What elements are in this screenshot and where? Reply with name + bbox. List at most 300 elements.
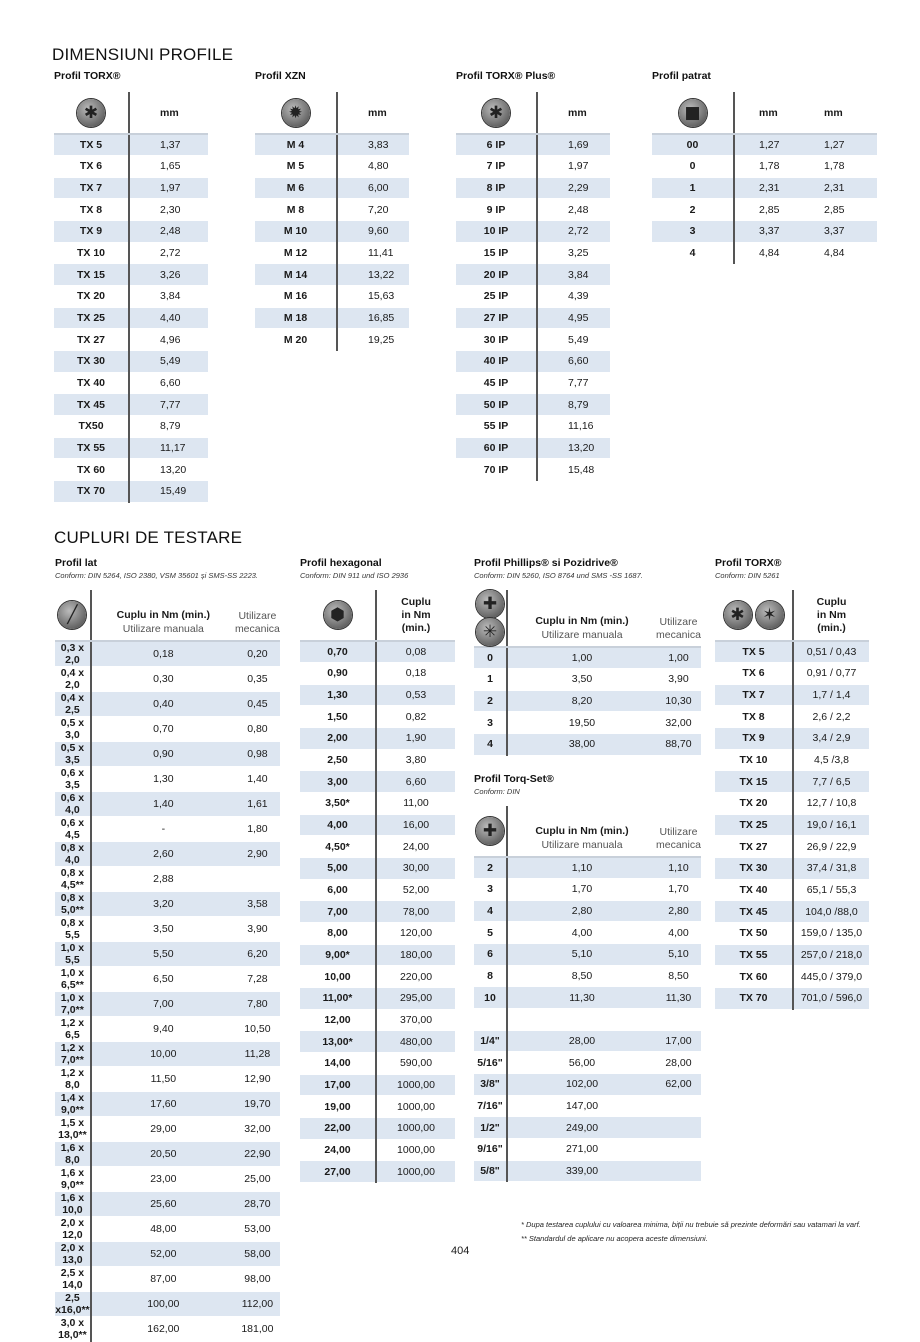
row-label: TX 45 [54, 394, 129, 416]
table-row [715, 728, 869, 750]
table-row [55, 1067, 280, 1092]
row-label: 1,6 x 8,0 [55, 1142, 91, 1167]
row-label: 2,0 x 13,0 [55, 1242, 91, 1267]
row-label: 1,50 [300, 706, 376, 728]
row-value: 6,60 [376, 771, 455, 793]
row-label: 5,00 [300, 858, 376, 880]
row-value: 7,77 [537, 372, 610, 394]
column-header: mm [129, 92, 208, 134]
row-value: 29,00 [91, 1117, 235, 1142]
row-value: 2,31 [734, 177, 800, 199]
row-label: 10 [474, 987, 507, 1009]
row-value: 98,00 [235, 1267, 280, 1292]
patrat_dim-table [652, 92, 877, 264]
row-label: 15 IP [456, 242, 537, 264]
row-value: 1,7 / 1,4 [793, 684, 869, 706]
phillips_torque-conform: Conform: DIN 5260, ISO 8764 und SMS -SS 1687. [474, 571, 643, 580]
table-row [652, 242, 877, 264]
table-row [715, 836, 869, 858]
row-value: 28,70 [235, 1192, 280, 1217]
row-value [235, 867, 280, 892]
row-label: TX 40 [54, 372, 129, 394]
row-value: 0,30 [91, 667, 235, 692]
row-label: M 14 [255, 264, 337, 286]
row-value: 7,77 [129, 394, 208, 416]
row-label: TX 27 [715, 836, 793, 858]
table-row [55, 1042, 280, 1067]
table-row [474, 879, 701, 901]
xzn_dim-title: Profil XZN [255, 70, 306, 82]
table-row [54, 416, 208, 438]
row-value: 24,00 [376, 836, 455, 858]
table-row [255, 242, 409, 264]
table-row [54, 177, 208, 199]
row-value: 12,7 / 10,8 [793, 793, 869, 815]
row-label: 6,00 [300, 879, 376, 901]
table-row [300, 901, 455, 923]
table-row [54, 351, 208, 373]
row-label: TX 15 [715, 771, 793, 793]
hex_torque-icon-cell [300, 590, 376, 641]
row-value: 4,84 [734, 242, 800, 264]
table-row [456, 329, 610, 351]
row-value: 1,69 [537, 134, 610, 156]
row-label: 00 [652, 134, 734, 156]
row-value: 1,97 [129, 177, 208, 199]
row-label: 5 [474, 922, 507, 944]
row-value: 1000,00 [376, 1117, 455, 1139]
row-value [656, 1160, 701, 1182]
table-row [300, 1161, 455, 1183]
row-label: TX 30 [715, 858, 793, 880]
row-label: 3,50* [300, 793, 376, 815]
row-label: 0,6 x 4,5 [55, 817, 91, 842]
slotted-icon: ╱ [58, 601, 86, 629]
row-label [474, 1009, 507, 1031]
row-value: 6,60 [129, 372, 208, 394]
table-row [300, 1052, 455, 1074]
row-label: TX 5 [54, 134, 129, 156]
torx_torque-icon-cell [715, 590, 793, 641]
row-value: 3,25 [537, 242, 610, 264]
table-row [715, 901, 869, 923]
table-row [54, 372, 208, 394]
subheader: Utilizare manuala [541, 839, 623, 851]
row-value: 0,18 [91, 641, 235, 667]
row-label: TX 25 [715, 814, 793, 836]
table-row [54, 437, 208, 459]
row-label: 12,00 [300, 1009, 376, 1031]
row-value: 3,84 [537, 264, 610, 286]
row-value: 0,35 [235, 667, 280, 692]
phillips_torque-icon-cell [474, 590, 507, 647]
row-label: 2,50 [300, 749, 376, 771]
row-value: 295,00 [376, 988, 455, 1010]
row-value: 2,29 [537, 177, 610, 199]
table-row [54, 307, 208, 329]
patrat_dim-icon-cell [652, 92, 734, 134]
row-value: 0,40 [91, 692, 235, 717]
table-row [300, 988, 455, 1010]
torx-tamper-icon: ✱ [724, 601, 752, 629]
row-label: 0,70 [300, 641, 376, 663]
row-value [656, 1095, 701, 1117]
row-value: 0,82 [376, 706, 455, 728]
row-label: 11,00* [300, 988, 376, 1010]
row-label: 9,00* [300, 944, 376, 966]
row-value: 3,50 [507, 669, 656, 691]
torx_torque-title: Profil TORX® [715, 557, 782, 569]
row-value: 5,50 [91, 942, 235, 967]
table-row [54, 221, 208, 243]
row-value: 120,00 [376, 923, 455, 945]
row-label: 0 [474, 647, 507, 669]
row-value: 0,80 [235, 717, 280, 742]
row-value: 62,00 [656, 1074, 701, 1096]
row-label: TX 7 [715, 684, 793, 706]
row-value: 11,50 [91, 1067, 235, 1092]
torx_dim-header-row [54, 92, 208, 134]
row-label: 1,6 x 9,0** [55, 1167, 91, 1192]
row-label: 17,00 [300, 1074, 376, 1096]
row-value: 9,40 [91, 1017, 235, 1042]
row-value: 1,80 [235, 817, 280, 842]
table-row [652, 199, 877, 221]
group-header: Cuplu in Nm (min.) [116, 609, 210, 621]
table-row [54, 134, 208, 156]
row-label: 1/4" [474, 1030, 507, 1052]
column-header [656, 590, 701, 647]
row-value: 88,70 [656, 734, 701, 756]
table-row [474, 1160, 701, 1182]
row-label: 5/16" [474, 1052, 507, 1074]
row-value: - [91, 817, 235, 842]
table-row [715, 923, 869, 945]
row-label: 27,00 [300, 1161, 376, 1183]
table-row [55, 992, 280, 1017]
row-value: 7,00 [91, 992, 235, 1017]
row-label: 1,6 x 10,0 [55, 1192, 91, 1217]
row-label: 1,5 x 13,0** [55, 1117, 91, 1142]
table-row [300, 1117, 455, 1139]
row-label: 2 [652, 199, 734, 221]
row-label: 1,0 x 6,5** [55, 967, 91, 992]
table-row [474, 690, 701, 712]
table-row [55, 692, 280, 717]
torx_dim-title: Profil TORX® [54, 70, 121, 82]
hex_torque-header-row [300, 590, 455, 641]
table-row [255, 329, 409, 351]
row-label: 27 IP [456, 307, 537, 329]
xzn-icon: ✹ [282, 99, 310, 127]
row-label: TX 70 [715, 988, 793, 1010]
xzn_dim-icon-cell [255, 92, 337, 134]
table-row [55, 967, 280, 992]
row-label: TX 20 [54, 286, 129, 308]
row-value: 0,20 [235, 641, 280, 667]
row-label: 1,2 x 8,0 [55, 1067, 91, 1092]
row-value: 701,0 / 596,0 [793, 988, 869, 1010]
row-label: 6 IP [456, 134, 537, 156]
row-label: 1/2" [474, 1117, 507, 1139]
table-row [300, 814, 455, 836]
row-value: 5,49 [129, 351, 208, 373]
row-label: 7 IP [456, 156, 537, 178]
row-value: 1,70 [507, 879, 656, 901]
table-row [300, 836, 455, 858]
row-label: 70 IP [456, 459, 537, 481]
row-value: 6,60 [537, 351, 610, 373]
row-label: 2 [474, 857, 507, 879]
table-row [474, 1139, 701, 1161]
row-label: TX 55 [715, 944, 793, 966]
row-value: 1,27 [734, 134, 800, 156]
row-value: 16,85 [337, 307, 409, 329]
row-value: 4,00 [656, 922, 701, 944]
group-header: Cuplu in Nm (min.) [535, 615, 629, 627]
row-value: 1,78 [800, 156, 877, 178]
row-value: 32,00 [656, 712, 701, 734]
row-label: 0,3 x 2,0 [55, 641, 91, 667]
column-header: Cuplu in Nm (min.) [376, 590, 455, 641]
row-value: 65,1 / 55,3 [793, 879, 869, 901]
torq-set-icon: ✚ [476, 817, 504, 845]
row-label: 2 [474, 690, 507, 712]
row-label: 1,0 x 5,5 [55, 942, 91, 967]
row-value: 4,5 /3,8 [793, 749, 869, 771]
row-label: 1,0 x 7,0** [55, 992, 91, 1017]
torx-tamper-icon-2: ✶ [756, 601, 784, 629]
row-label: 55 IP [456, 416, 537, 438]
table-row [474, 900, 701, 922]
table-row [456, 416, 610, 438]
row-label: M 10 [255, 221, 337, 243]
row-value: 2,88 [91, 867, 235, 892]
table-row [715, 944, 869, 966]
row-label: 1,30 [300, 684, 376, 706]
table-row [715, 663, 869, 685]
row-value: 2,80 [656, 900, 701, 922]
table-row [456, 156, 610, 178]
table-row [474, 987, 701, 1009]
row-value: 17,00 [656, 1030, 701, 1052]
row-value: 4,80 [337, 156, 409, 178]
table-row [55, 842, 280, 867]
torx_torque-header-row [715, 590, 869, 641]
row-label: 20 IP [456, 264, 537, 286]
row-label: 19,00 [300, 1096, 376, 1118]
table-row [715, 966, 869, 988]
table-row [715, 684, 869, 706]
table-row [54, 459, 208, 481]
row-value: 30,00 [376, 858, 455, 880]
row-value: 4,95 [537, 307, 610, 329]
subheader: Utilizare mecanica [234, 610, 280, 635]
column-header [656, 806, 701, 857]
table-row [54, 264, 208, 286]
table-row [54, 481, 208, 503]
row-label: 8 [474, 965, 507, 987]
row-value: 271,00 [507, 1139, 656, 1161]
table-row [55, 667, 280, 692]
table-row [652, 177, 877, 199]
row-label: 0,6 x 3,5 [55, 767, 91, 792]
row-label: M 18 [255, 307, 337, 329]
row-label: TX 30 [54, 351, 129, 373]
row-label: 0,4 x 2,5 [55, 692, 91, 717]
row-label: 5/8" [474, 1160, 507, 1182]
subheader: Utilizare manuala [122, 623, 204, 635]
row-value: 1,00 [656, 647, 701, 669]
row-label: 4,00 [300, 814, 376, 836]
row-value: 19,25 [337, 329, 409, 351]
row-label: 2,00 [300, 728, 376, 750]
torqset_torque-header-row [474, 806, 701, 857]
row-value: 17,60 [91, 1092, 235, 1117]
column-header: mm [537, 92, 610, 134]
row-value: 2,90 [235, 842, 280, 867]
row-value: 11,17 [129, 437, 208, 459]
table-row [456, 459, 610, 481]
row-label: TX 60 [715, 966, 793, 988]
row-label: 13,00* [300, 1031, 376, 1053]
row-label: TX 8 [54, 199, 129, 221]
row-label: TX 55 [54, 437, 129, 459]
column-header: Cuplu in Nm (min.) [793, 590, 869, 641]
row-value: 3,4 / 2,9 [793, 728, 869, 750]
row-value: 257,0 / 218,0 [793, 944, 869, 966]
table-row [55, 917, 280, 942]
row-value: 19,70 [235, 1092, 280, 1117]
row-value: 2,6 / 2,2 [793, 706, 869, 728]
row-label: 25 IP [456, 286, 537, 308]
row-value: 2,72 [537, 221, 610, 243]
row-value: 1,97 [537, 156, 610, 178]
table-row [55, 717, 280, 742]
row-label: TX 9 [54, 221, 129, 243]
table-row [300, 923, 455, 945]
row-value: 0,70 [91, 717, 235, 742]
row-value: 4,39 [537, 286, 610, 308]
table-row [652, 156, 877, 178]
torx_dim-icon-cell [54, 92, 129, 134]
row-label: TX 45 [715, 901, 793, 923]
table-row [715, 814, 869, 836]
row-label: 24,00 [300, 1139, 376, 1161]
row-label: TX 70 [54, 481, 129, 503]
table-row [456, 199, 610, 221]
table-row [715, 879, 869, 901]
table-row [54, 329, 208, 351]
row-value: 10,00 [91, 1042, 235, 1067]
table-row [474, 944, 701, 966]
table-row [456, 134, 610, 156]
row-value: 56,00 [507, 1052, 656, 1074]
table-row [55, 942, 280, 967]
row-label: 9 IP [456, 199, 537, 221]
row-label: TX 7 [54, 177, 129, 199]
row-value: 112,00 [235, 1292, 280, 1317]
row-value: 6,00 [337, 177, 409, 199]
row-label: M 12 [255, 242, 337, 264]
row-value: 11,28 [235, 1042, 280, 1067]
row-value: 10,30 [656, 690, 701, 712]
torqset_torque-conform: Conform: DIN [474, 787, 520, 796]
column-header: mm [800, 92, 877, 134]
table-row [300, 1074, 455, 1096]
row-label: 7,00 [300, 901, 376, 923]
table-row [55, 1167, 280, 1192]
table-row [54, 199, 208, 221]
row-label: 0,4 x 2,0 [55, 667, 91, 692]
row-value: 2,85 [734, 199, 800, 221]
column-header: mm [337, 92, 409, 134]
table-row [55, 792, 280, 817]
row-value: 1000,00 [376, 1139, 455, 1161]
row-value: 1,65 [129, 156, 208, 178]
column-header [235, 590, 280, 641]
table-row [715, 749, 869, 771]
row-value [656, 1117, 701, 1139]
row-value: 11,00 [376, 793, 455, 815]
row-value: 3,90 [656, 669, 701, 691]
row-label: 4 [474, 734, 507, 756]
torqset_torque-title: Profil Torq-Set® [474, 773, 554, 785]
table-row [300, 771, 455, 793]
row-label: 4 [652, 242, 734, 264]
table-row [456, 242, 610, 264]
row-label: TX 6 [54, 156, 129, 178]
row-value: 48,00 [91, 1217, 235, 1242]
table-row [456, 372, 610, 394]
table-row [474, 647, 701, 669]
row-label: 0,8 x 5,0** [55, 892, 91, 917]
row-value: 32,00 [235, 1117, 280, 1142]
row-value: 13,20 [129, 459, 208, 481]
table-row [300, 879, 455, 901]
subheader: Utilizare manuala [541, 629, 623, 641]
row-label: TX 10 [54, 242, 129, 264]
row-label: 9/16" [474, 1139, 507, 1161]
table-row [456, 307, 610, 329]
row-value [656, 1009, 701, 1031]
row-value: 1,40 [91, 792, 235, 817]
row-value: 1,61 [235, 792, 280, 817]
table-row [54, 394, 208, 416]
column-header [507, 806, 656, 857]
table-row [456, 437, 610, 459]
row-value: 5,10 [656, 944, 701, 966]
row-value: 13,20 [537, 437, 610, 459]
row-value: 0,45 [235, 692, 280, 717]
table-row [55, 1317, 280, 1342]
table-row [474, 922, 701, 944]
lat_torque-title: Profil lat [55, 557, 98, 569]
row-label: 3 [652, 221, 734, 243]
table-row [300, 1139, 455, 1161]
row-value: 3,83 [337, 134, 409, 156]
row-value: 4,00 [507, 922, 656, 944]
torqset_torque-table [474, 806, 701, 1182]
phillips_torque-title: Profil Phillips® si Pozidrive® [474, 557, 618, 569]
row-value: 3,80 [376, 749, 455, 771]
row-value: 53,00 [235, 1217, 280, 1242]
section-title-cupluri: CUPLURI DE TESTARE [54, 528, 243, 547]
section-title-dimensiuni: DIMENSIUNI PROFILE [52, 45, 234, 64]
row-value: 9,60 [337, 221, 409, 243]
patrat_dim-header-row [652, 92, 877, 134]
row-value: 7,7 / 6,5 [793, 771, 869, 793]
